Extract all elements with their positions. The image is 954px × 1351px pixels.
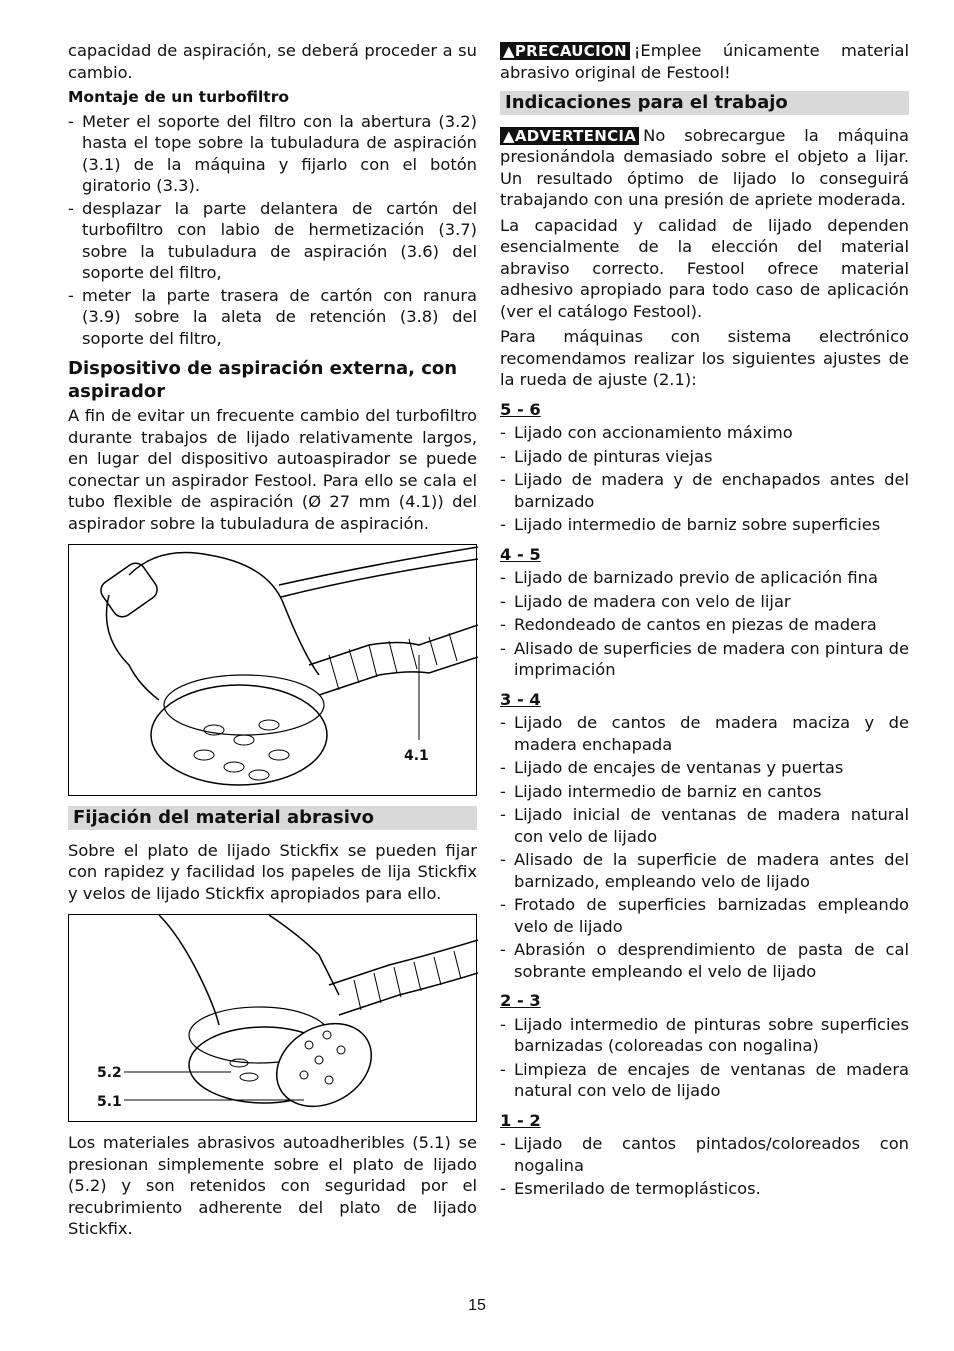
list-item: - Limpieza de encajes de ventanas de madera natural con velo de lijado <box>500 1059 909 1100</box>
list-item: - Lijado de encajes de ventanas y puertas <box>500 758 844 777</box>
turbofilter-heading: Montaje de un turbofiltro <box>68 88 290 106</box>
figure-hose-connection <box>68 544 477 796</box>
list-item: - Lijado de madera y de enchapados antes del barnizado <box>500 470 909 511</box>
list-item: - Lijado de cantos pintados/coloreados con nogalina <box>500 1134 909 1175</box>
range-heading: 5 - 6 <box>500 399 541 419</box>
list-item: - Alisado de la superficie de madera antes del barnizado, empleando velo de lijado <box>500 850 909 891</box>
list-item: - Esmerilado de termoplásticos. <box>500 1179 761 1198</box>
electronic-text: Para máquinas con sistema electrónico recomendamos realizar los siguientes ajustes de la rueda de ajuste (2.1): <box>500 327 909 389</box>
left-column <box>68 40 477 1244</box>
list-item: - Lijado intermedio de barniz sobre superficies <box>500 515 881 534</box>
list-item: - Frotado de superficies barnizadas empleando velo de lijado <box>500 895 909 936</box>
stickfix-illustration <box>69 915 478 1121</box>
figure-label-5-2: 5.2 <box>97 1065 122 1081</box>
abrasive-text: Sobre el plato de lijado Stickfix se pueden fijar con rapidez y facilidad los papeles de lija Stickfix y velos de lijado Stickfix apropiados para ello. <box>68 840 477 903</box>
list-item: - Lijado de pinturas viejas <box>500 446 713 466</box>
abrasive-text-2: Los materiales abrasivos autoadheribles (5.1) se presionan simplemente sobre el plato de lijado (5.2) y son retenidos con seguridad por el recubrimiento adherente del plato de lijado Stickfix. <box>68 1133 477 1238</box>
speed-setting-list <box>500 399 909 1200</box>
caution-badge: ▲PRECAUCION <box>500 42 630 60</box>
quality-text: La capacidad y calidad de lijado dependen esencialmente de la elección del material abraviso correcto. Festool ofrece material adhesivo apropiado para todo caso de aplicación (ver el catálogo Festool). <box>500 215 909 321</box>
list-item: - Lijado de cantos de madera maciza y de madera enchapada <box>500 713 909 754</box>
figure-label-4-1: 4.1 <box>404 748 429 764</box>
turbofilter-step: - Meter el soporte del filtro con la abertura (3.2) hasta el tope sobre la tubuladura de aspiración (3.1) de la máquina y fijarlo con el botón giratorio (3.3). <box>68 111 477 195</box>
list-item: - Lijado inicial de ventanas de madera natural con velo de lijado <box>500 805 909 846</box>
list-item: - Lijado intermedio de barniz en cantos <box>500 781 822 801</box>
list-item: - Redondeado de cantos en piezas de madera <box>500 615 877 634</box>
warning-notice: ▲ADVERTENCIA No sobrecargue la máquina presionándola demasiado sobre el objeto a lijar. Un resultado óptimo de lijado lo conseguirá trabajando con una presión de apriete moderada. <box>500 125 909 209</box>
intro-text: capacidad de aspiración, se deberá proceder a su cambio. <box>68 41 477 82</box>
list-item: - Lijado con accionamiento máximo <box>500 423 793 442</box>
range-heading: 1 - 2 <box>500 1110 541 1130</box>
warning-badge: ▲ADVERTENCIA <box>500 127 639 145</box>
abrasive-heading: Fijación del material abrasivo <box>68 806 477 830</box>
list-item: - Lijado intermedio de pinturas sobre superficies barnizadas (coloreadas con nogalina) <box>500 1014 909 1055</box>
list-item: - Lijado de barnizado previo de aplicación fina <box>500 568 878 587</box>
figure-label-5-1: 5.1 <box>97 1094 122 1110</box>
right-column <box>500 40 909 1202</box>
turbofilter-step: - desplazar la parte delantera de cartón del turbofiltro con labio de hermetización (3.7) sobre la tubuladura de aspiración (3.6) del soporte del filtro, <box>68 198 477 282</box>
range-heading: 2 - 3 <box>500 991 541 1010</box>
turbofilter-step: - meter la parte trasera de cartón con ranura (3.9) sobre la aleta de retención (3.8) del soporte del filtro, <box>68 285 477 348</box>
warning-triangle-icon: ▲ <box>503 126 515 145</box>
caution-notice: ▲PRECAUCION ¡Emplee únicamente material abrasivo original de Festool! <box>500 41 909 82</box>
warning-triangle-icon: ▲ <box>503 42 515 60</box>
list-item: - Abrasión o desprendimiento de pasta de cal sobrante empleando el velo de lijado <box>500 940 909 981</box>
range-heading: 4 - 5 <box>500 544 541 564</box>
figure-stickfix <box>68 914 477 1122</box>
list-item: - Lijado de madera con velo de lijar <box>500 591 791 611</box>
page-number: 15 <box>468 1297 486 1314</box>
range-heading: 3 - 4 <box>500 689 541 709</box>
external-extraction-heading: Dispositivo de aspiración externa, con aspirador <box>68 358 458 402</box>
list-item: - Alisado de superficies de madera con pintura de imprimación <box>500 638 909 679</box>
work-heading: Indicaciones para el trabajo <box>500 91 909 115</box>
external-extraction-text: A fin de evitar un frecuente cambio del turbofiltro durante trabajos de lijado relativamente largos, en lugar del dispositivo autoaspirador se puede conectar un aspirador Festool. Para ello se cala el tubo flexible de aspiración (Ø 27 mm (4.1)) del aspirador sobre la tubuladura de aspiración. <box>68 406 477 533</box>
